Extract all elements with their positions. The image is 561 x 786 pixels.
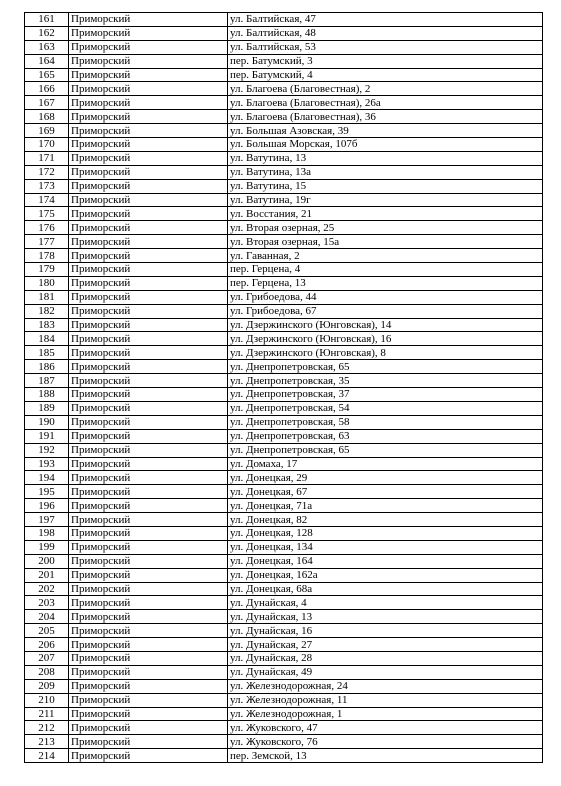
table-row bbox=[25, 388, 543, 402]
row-number-cell: 174 bbox=[25, 193, 69, 207]
row-number-cell: 175 bbox=[25, 207, 69, 221]
district-cell: Приморский bbox=[69, 263, 228, 277]
row-number-cell: 172 bbox=[25, 165, 69, 179]
table-row bbox=[25, 221, 543, 235]
district-cell: Приморский bbox=[69, 304, 228, 318]
district-cell: Приморский bbox=[69, 596, 228, 610]
district-cell: Приморский bbox=[69, 82, 228, 96]
address-cell: ул. Дзержинского (Юнговская), 8 bbox=[228, 346, 543, 360]
address-cell: ул. Вторая озерная, 25 bbox=[228, 221, 543, 235]
table-row bbox=[25, 82, 543, 96]
row-number-cell: 163 bbox=[25, 40, 69, 54]
address-cell: ул. Благоева (Благовестная), 26а bbox=[228, 96, 543, 110]
district-cell: Приморский bbox=[69, 401, 228, 415]
row-number-cell: 187 bbox=[25, 374, 69, 388]
address-cell: ул. Большая Азовская, 39 bbox=[228, 124, 543, 138]
table-row bbox=[25, 513, 543, 527]
district-cell: Приморский bbox=[69, 151, 228, 165]
row-number-cell: 199 bbox=[25, 540, 69, 554]
table-row bbox=[25, 610, 543, 624]
row-number-cell: 207 bbox=[25, 651, 69, 665]
address-cell: ул. Ватутина, 19г bbox=[228, 193, 543, 207]
row-number-cell: 191 bbox=[25, 429, 69, 443]
address-cell: ул. Дзержинского (Юнговская), 14 bbox=[228, 318, 543, 332]
row-number-cell: 173 bbox=[25, 179, 69, 193]
district-cell: Приморский bbox=[69, 651, 228, 665]
district-cell: Приморский bbox=[69, 388, 228, 402]
row-number-cell: 186 bbox=[25, 360, 69, 374]
address-cell: ул. Грибоедова, 44 bbox=[228, 290, 543, 304]
district-cell: Приморский bbox=[69, 526, 228, 540]
district-cell: Приморский bbox=[69, 110, 228, 124]
district-cell: Приморский bbox=[69, 54, 228, 68]
table-row bbox=[25, 235, 543, 249]
address-cell: ул. Донецкая, 162а bbox=[228, 568, 543, 582]
district-cell: Приморский bbox=[69, 235, 228, 249]
address-cell: ул. Большая Морская, 107б bbox=[228, 138, 543, 152]
row-number-cell: 189 bbox=[25, 401, 69, 415]
address-cell: ул. Днепропетровская, 54 bbox=[228, 401, 543, 415]
table-row bbox=[25, 54, 543, 68]
table-row bbox=[25, 304, 543, 318]
address-cell: ул. Жуковского, 76 bbox=[228, 735, 543, 749]
address-table-body bbox=[25, 13, 543, 763]
table-row bbox=[25, 665, 543, 679]
row-number-cell: 181 bbox=[25, 290, 69, 304]
address-cell: ул. Балтийская, 53 bbox=[228, 40, 543, 54]
row-number-cell: 193 bbox=[25, 457, 69, 471]
row-number-cell: 167 bbox=[25, 96, 69, 110]
district-cell: Приморский bbox=[69, 276, 228, 290]
district-cell: Приморский bbox=[69, 179, 228, 193]
table-row bbox=[25, 124, 543, 138]
table-row bbox=[25, 471, 543, 485]
table-row bbox=[25, 679, 543, 693]
district-cell: Приморский bbox=[69, 693, 228, 707]
row-number-cell: 195 bbox=[25, 485, 69, 499]
row-number-cell: 204 bbox=[25, 610, 69, 624]
table-row bbox=[25, 96, 543, 110]
district-cell: Приморский bbox=[69, 735, 228, 749]
address-cell: ул. Балтийская, 48 bbox=[228, 26, 543, 40]
row-number-cell: 208 bbox=[25, 665, 69, 679]
table-row bbox=[25, 110, 543, 124]
row-number-cell: 213 bbox=[25, 735, 69, 749]
table-row bbox=[25, 332, 543, 346]
address-cell: ул. Железнодорожная, 24 bbox=[228, 679, 543, 693]
district-cell: Приморский bbox=[69, 540, 228, 554]
table-row bbox=[25, 485, 543, 499]
district-cell: Приморский bbox=[69, 40, 228, 54]
row-number-cell: 214 bbox=[25, 749, 69, 763]
district-cell: Приморский bbox=[69, 554, 228, 568]
district-cell: Приморский bbox=[69, 415, 228, 429]
row-number-cell: 168 bbox=[25, 110, 69, 124]
address-cell: ул. Дунайская, 13 bbox=[228, 610, 543, 624]
address-cell: ул. Вторая озерная, 15а bbox=[228, 235, 543, 249]
address-cell: ул. Восстания, 21 bbox=[228, 207, 543, 221]
district-cell: Приморский bbox=[69, 624, 228, 638]
row-number-cell: 194 bbox=[25, 471, 69, 485]
table-row bbox=[25, 249, 543, 263]
row-number-cell: 176 bbox=[25, 221, 69, 235]
row-number-cell: 197 bbox=[25, 513, 69, 527]
address-cell: ул. Железнодорожная, 11 bbox=[228, 693, 543, 707]
row-number-cell: 162 bbox=[25, 26, 69, 40]
district-cell: Приморский bbox=[69, 679, 228, 693]
address-cell: ул. Благоева (Благовестная), 2 bbox=[228, 82, 543, 96]
address-cell: ул. Днепропетровская, 65 bbox=[228, 443, 543, 457]
address-cell: ул. Донецкая, 67 bbox=[228, 485, 543, 499]
address-cell: ул. Железнодорожная, 1 bbox=[228, 707, 543, 721]
table-row bbox=[25, 415, 543, 429]
district-cell: Приморский bbox=[69, 207, 228, 221]
table-row bbox=[25, 151, 543, 165]
address-cell: ул. Дунайская, 49 bbox=[228, 665, 543, 679]
row-number-cell: 171 bbox=[25, 151, 69, 165]
table-row bbox=[25, 68, 543, 82]
row-number-cell: 177 bbox=[25, 235, 69, 249]
address-cell: ул. Дунайская, 4 bbox=[228, 596, 543, 610]
table-row bbox=[25, 568, 543, 582]
row-number-cell: 185 bbox=[25, 346, 69, 360]
address-cell: пер. Батумский, 4 bbox=[228, 68, 543, 82]
table-row bbox=[25, 443, 543, 457]
district-cell: Приморский bbox=[69, 26, 228, 40]
district-cell: Приморский bbox=[69, 721, 228, 735]
row-number-cell: 179 bbox=[25, 263, 69, 277]
address-cell: ул. Донецкая, 71а bbox=[228, 499, 543, 513]
table-row bbox=[25, 276, 543, 290]
address-cell: ул. Балтийская, 47 bbox=[228, 13, 543, 27]
district-cell: Приморский bbox=[69, 568, 228, 582]
row-number-cell: 211 bbox=[25, 707, 69, 721]
row-number-cell: 203 bbox=[25, 596, 69, 610]
row-number-cell: 182 bbox=[25, 304, 69, 318]
table-row bbox=[25, 693, 543, 707]
row-number-cell: 198 bbox=[25, 526, 69, 540]
district-cell: Приморский bbox=[69, 290, 228, 304]
table-row bbox=[25, 624, 543, 638]
address-cell: пер. Земской, 13 bbox=[228, 749, 543, 763]
district-cell: Приморский bbox=[69, 318, 228, 332]
district-cell: Приморский bbox=[69, 429, 228, 443]
table-row bbox=[25, 457, 543, 471]
row-number-cell: 166 bbox=[25, 82, 69, 96]
row-number-cell: 161 bbox=[25, 13, 69, 27]
address-cell: ул. Дунайская, 28 bbox=[228, 651, 543, 665]
address-cell: ул. Домаха, 17 bbox=[228, 457, 543, 471]
table-row bbox=[25, 638, 543, 652]
district-cell: Приморский bbox=[69, 360, 228, 374]
address-cell: ул. Ватутина, 15 bbox=[228, 179, 543, 193]
row-number-cell: 178 bbox=[25, 249, 69, 263]
address-cell: ул. Днепропетровская, 65 bbox=[228, 360, 543, 374]
table-row bbox=[25, 401, 543, 415]
table-row bbox=[25, 138, 543, 152]
row-number-cell: 164 bbox=[25, 54, 69, 68]
district-cell: Приморский bbox=[69, 582, 228, 596]
district-cell: Приморский bbox=[69, 221, 228, 235]
address-cell: ул. Днепропетровская, 35 bbox=[228, 374, 543, 388]
district-cell: Приморский bbox=[69, 346, 228, 360]
table-row bbox=[25, 707, 543, 721]
address-cell: пер. Герцена, 4 bbox=[228, 263, 543, 277]
district-cell: Приморский bbox=[69, 471, 228, 485]
address-cell: ул. Днепропетровская, 58 bbox=[228, 415, 543, 429]
district-cell: Приморский bbox=[69, 707, 228, 721]
table-row bbox=[25, 735, 543, 749]
row-number-cell: 183 bbox=[25, 318, 69, 332]
row-number-cell: 190 bbox=[25, 415, 69, 429]
row-number-cell: 184 bbox=[25, 332, 69, 346]
row-number-cell: 192 bbox=[25, 443, 69, 457]
row-number-cell: 206 bbox=[25, 638, 69, 652]
address-cell: ул. Жуковского, 47 bbox=[228, 721, 543, 735]
district-cell: Приморский bbox=[69, 124, 228, 138]
table-row bbox=[25, 374, 543, 388]
row-number-cell: 180 bbox=[25, 276, 69, 290]
row-number-cell: 209 bbox=[25, 679, 69, 693]
address-cell: ул. Благоева (Благовестная), 36 bbox=[228, 110, 543, 124]
address-table bbox=[24, 12, 543, 763]
row-number-cell: 205 bbox=[25, 624, 69, 638]
district-cell: Приморский bbox=[69, 13, 228, 27]
address-cell: ул. Дзержинского (Юнговская), 16 bbox=[228, 332, 543, 346]
table-row bbox=[25, 13, 543, 27]
row-number-cell: 201 bbox=[25, 568, 69, 582]
table-row bbox=[25, 540, 543, 554]
row-number-cell: 196 bbox=[25, 499, 69, 513]
table-row bbox=[25, 26, 543, 40]
district-cell: Приморский bbox=[69, 749, 228, 763]
district-cell: Приморский bbox=[69, 665, 228, 679]
table-row bbox=[25, 360, 543, 374]
row-number-cell: 210 bbox=[25, 693, 69, 707]
table-row bbox=[25, 526, 543, 540]
address-cell: ул. Донецкая, 134 bbox=[228, 540, 543, 554]
address-cell: пер. Герцена, 13 bbox=[228, 276, 543, 290]
table-row bbox=[25, 40, 543, 54]
address-cell: ул. Донецкая, 82 bbox=[228, 513, 543, 527]
row-number-cell: 212 bbox=[25, 721, 69, 735]
district-cell: Приморский bbox=[69, 485, 228, 499]
table-row bbox=[25, 651, 543, 665]
address-cell: ул. Ватутина, 13 bbox=[228, 151, 543, 165]
table-row bbox=[25, 179, 543, 193]
district-cell: Приморский bbox=[69, 499, 228, 513]
table-row bbox=[25, 582, 543, 596]
row-number-cell: 165 bbox=[25, 68, 69, 82]
district-cell: Приморский bbox=[69, 443, 228, 457]
row-number-cell: 170 bbox=[25, 138, 69, 152]
table-row bbox=[25, 290, 543, 304]
address-cell: ул. Ватутина, 13а bbox=[228, 165, 543, 179]
table-row bbox=[25, 596, 543, 610]
table-row bbox=[25, 499, 543, 513]
address-cell: ул. Донецкая, 164 bbox=[228, 554, 543, 568]
table-row bbox=[25, 749, 543, 763]
district-cell: Приморский bbox=[69, 457, 228, 471]
table-row bbox=[25, 165, 543, 179]
district-cell: Приморский bbox=[69, 332, 228, 346]
district-cell: Приморский bbox=[69, 374, 228, 388]
table-row bbox=[25, 554, 543, 568]
district-cell: Приморский bbox=[69, 68, 228, 82]
address-cell: ул. Гаванная, 2 bbox=[228, 249, 543, 263]
row-number-cell: 200 bbox=[25, 554, 69, 568]
table-row bbox=[25, 263, 543, 277]
address-cell: ул. Днепропетровская, 63 bbox=[228, 429, 543, 443]
row-number-cell: 188 bbox=[25, 388, 69, 402]
table-row bbox=[25, 346, 543, 360]
district-cell: Приморский bbox=[69, 610, 228, 624]
address-cell: ул. Донецкая, 29 bbox=[228, 471, 543, 485]
address-cell: ул. Дунайская, 16 bbox=[228, 624, 543, 638]
district-cell: Приморский bbox=[69, 193, 228, 207]
table-row bbox=[25, 721, 543, 735]
district-cell: Приморский bbox=[69, 638, 228, 652]
address-cell: ул. Донецкая, 128 bbox=[228, 526, 543, 540]
district-cell: Приморский bbox=[69, 513, 228, 527]
district-cell: Приморский bbox=[69, 138, 228, 152]
district-cell: Приморский bbox=[69, 96, 228, 110]
table-row bbox=[25, 193, 543, 207]
row-number-cell: 202 bbox=[25, 582, 69, 596]
district-cell: Приморский bbox=[69, 165, 228, 179]
address-cell: ул. Грибоедова, 67 bbox=[228, 304, 543, 318]
table-row bbox=[25, 429, 543, 443]
address-cell: ул. Днепропетровская, 37 bbox=[228, 388, 543, 402]
district-cell: Приморский bbox=[69, 249, 228, 263]
row-number-cell: 169 bbox=[25, 124, 69, 138]
address-cell: пер. Батумский, 3 bbox=[228, 54, 543, 68]
table-row bbox=[25, 318, 543, 332]
address-cell: ул. Донецкая, 68а bbox=[228, 582, 543, 596]
table-row bbox=[25, 207, 543, 221]
address-cell: ул. Дунайская, 27 bbox=[228, 638, 543, 652]
